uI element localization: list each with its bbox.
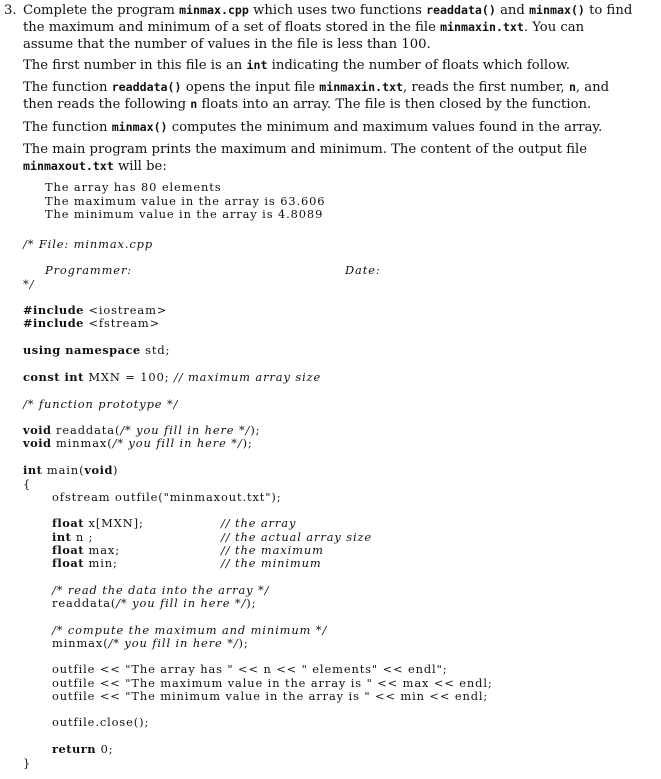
problem-paragraph-5 [23,141,633,175]
inline-comment: // maximum array size [173,370,322,384]
read-comment: /* read the data into the array */ [52,583,270,597]
minmax-call [52,637,249,651]
output-statement-2: outfile << "The maximum value in the array is " << max << endl; [52,676,493,690]
ofstream-declaration: ofstream outfile("minmaxout.txt"); [52,490,282,504]
declare-min [52,557,118,571]
filename-code: minmaxin.txt [440,20,524,34]
variable-code: n [568,80,576,94]
keyword: int [52,530,72,544]
namespace-name: std; [140,343,171,357]
header-name: <iostream> [83,303,168,317]
problem-paragraph-1 [4,2,633,53]
prototype-comment: /* function prototype */ [23,397,179,411]
const-declaration [23,371,321,385]
file-header-comment: /* File: minmax.cpp [23,237,154,251]
function-name: main( [42,463,85,477]
problem-number: 3. [4,3,17,18]
function-name-code: readdata() [426,3,496,17]
text-run: The main program prints the maximum and minimum. The content of the output file [23,142,588,157]
problem-paragraph-4 [23,119,633,136]
keyword: return [52,742,97,756]
text-run: The function [23,120,112,135]
variable: x[MXN]; [83,516,144,530]
programmer-label: Programmer: [45,263,133,277]
function-name-code: readdata() [111,80,182,94]
punctuation: ); [242,436,253,450]
output-statement-1: outfile << "The array has " << n << " elements" << endl"; [52,662,448,676]
text-run: and [495,3,530,18]
comment-maximum: // the maximum [221,543,324,557]
filename-code: minmaxin.txt [319,80,404,94]
text-run: . You can assume that the number of values in the file is less than 100. [23,20,585,52]
header-comment-close: */ [23,277,35,291]
function-name-code: minmax() [111,120,168,134]
keyword: void [23,423,52,437]
variable-code: n [190,97,198,111]
comment-array: // the array [221,516,297,530]
text-run: indicating the number of floats which follow. [267,58,570,73]
return-statement [52,743,113,757]
return-value: 0; [96,742,114,756]
output-statement-3: outfile << "The minimum value in the array is " << min << endl; [52,689,489,703]
text-run: computes the minimum and maximum values found in the array. [167,120,603,135]
using-namespace [23,344,170,358]
text-run: The function [23,80,112,95]
sample-output-line-3: The minimum value in the array is 4.8089 [45,207,324,221]
declare-x [52,517,144,531]
function-name: readdata( [51,423,121,437]
main-close-brace: } [23,756,32,770]
problem-paragraph-2 [23,57,633,74]
sample-output-line-2: The maximum value in the array is 63.606 [45,194,326,208]
punctuation: ) [112,463,119,477]
text-run: which uses two functions [248,3,427,18]
text-run: , reads the first number, [403,80,569,95]
main-signature [23,464,118,478]
punctuation: ); [246,596,257,610]
header-name: <fstream> [83,316,161,330]
keyword: void [84,463,113,477]
compute-comment: /* compute the maximum and minimum */ [52,623,328,637]
keyword: float [52,543,84,557]
filename-code: minmax.cpp [179,3,249,17]
punctuation: ); [238,636,249,650]
comment-minimum: // the minimum [221,556,322,570]
inline-comment: /* you fill in here */ [120,423,251,437]
keyword: using namespace [23,343,141,357]
text-run: to find the maximum and minimum of a set of floats stored in the file [23,3,633,35]
const-value: MXN = 100; [83,370,174,384]
main-open-brace: { [23,477,32,491]
close-statement: outfile.close(); [52,715,150,729]
punctuation: ); [250,423,261,437]
text-run: floats into an array. The file is then closed by the function. [197,97,592,112]
prototype-minmax [23,437,253,451]
keyword: #include [23,303,84,317]
text-run: Complete the program [23,3,180,18]
keyword: #include [23,316,84,330]
function-name-code: minmax() [529,3,585,17]
keyword: int [23,463,43,477]
comment-array-size: // the actual array size [221,530,373,544]
keyword: const int [23,370,84,384]
readdata-call [52,597,256,611]
type-code: int [246,58,268,72]
date-label: Date: [345,263,381,277]
inline-comment: /* you fill in here */ [116,596,247,610]
variable: max; [83,543,120,557]
keyword: float [52,556,84,570]
text-run: , and then reads the following [23,80,610,112]
keyword: void [23,436,52,450]
sample-output-line-1: The array has 80 elements [45,180,222,194]
function-name: minmax( [52,636,109,650]
function-name: readdata( [52,596,117,610]
text-run: opens the input file [181,80,320,95]
variable: n ; [71,530,94,544]
filename-code: minmaxout.txt [23,159,114,173]
keyword: float [52,516,84,530]
text-run: The first number in this file is an [23,58,247,73]
text-run: will be: [113,159,167,174]
inline-comment: /* you fill in here */ [112,436,243,450]
problem-paragraph-3 [23,79,633,113]
inline-comment: /* you fill in here */ [108,636,239,650]
include-fstream [23,317,160,331]
variable: min; [83,556,118,570]
function-name: minmax( [51,436,113,450]
